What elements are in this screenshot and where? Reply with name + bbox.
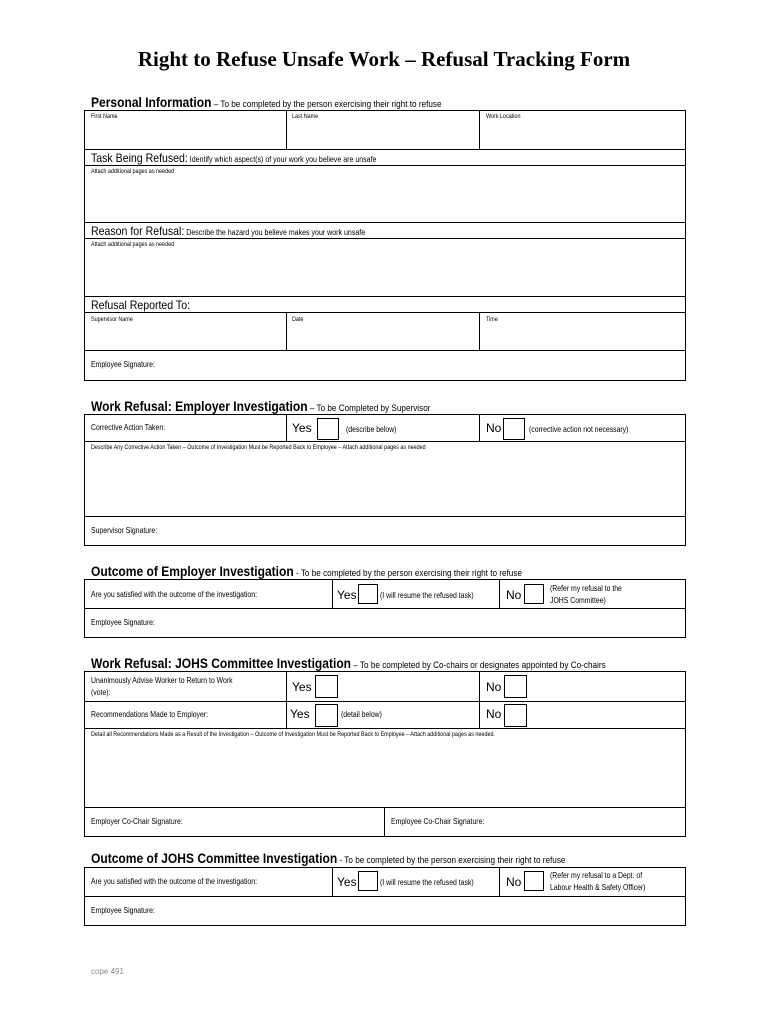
employer-heading	[91, 398, 430, 414]
employee-signature-label: Employee Signature:	[91, 618, 155, 627]
yes-label: Yes	[292, 680, 312, 694]
last-name-label: Last Name	[292, 113, 319, 120]
task-title-text: Task Being Refused:	[91, 151, 188, 165]
divider	[84, 149, 686, 150]
unanimous-no-checkbox[interactable]	[504, 675, 527, 698]
divider	[84, 896, 686, 897]
outcome-committee-heading-note: - To be completed by the person exercising their right to refuse	[337, 855, 566, 866]
resume-task-note: (I will resume the refused task)	[380, 591, 474, 600]
outcome-committee-yes-checkbox[interactable]	[358, 871, 378, 891]
divider	[286, 414, 287, 442]
recommend-yes-checkbox[interactable]	[315, 704, 338, 727]
refer-officer-note-1: (Refer my refusal to a Dept. of	[550, 871, 643, 880]
task-title	[91, 151, 376, 165]
yes-label: Yes	[292, 421, 312, 435]
time-label: Time	[486, 316, 498, 323]
detail-below-note: (detail below)	[341, 710, 382, 719]
describe-action-note: Describe Any Corrective Action Taken – Outcome of Investigation Must be Reported Back to Employee – Attach additional pages as needed	[91, 444, 426, 451]
yes-label: Yes	[337, 875, 357, 889]
divider	[479, 110, 480, 150]
page-title: Right to Refuse Unsafe Work – Refusal Tracking Form	[137, 47, 631, 71]
divider	[499, 579, 500, 609]
outcome-employer-yes-checkbox[interactable]	[358, 584, 378, 604]
corrective-yes-checkbox[interactable]	[317, 418, 339, 440]
divider	[84, 516, 686, 517]
personal-heading-note: – To be completed by the person exercising their right to refuse	[211, 99, 442, 110]
recommend-no-checkbox[interactable]	[504, 704, 527, 727]
supervisor-signature-label: Supervisor Signature:	[91, 526, 158, 535]
divider	[479, 671, 480, 729]
describe-below-note: (describe below)	[346, 425, 397, 434]
divider	[286, 110, 287, 150]
divider	[479, 414, 480, 442]
recommendations-label: Recommendations Made to Employer:	[91, 710, 209, 719]
attach-note: Attach additional pages as needed	[91, 241, 175, 248]
outcome-employer-no-checkbox[interactable]	[524, 584, 544, 604]
divider	[84, 238, 686, 239]
divider	[84, 165, 686, 166]
divider	[499, 867, 500, 897]
not-necessary-note: (corrective action not necessary)	[529, 425, 629, 434]
employee-signature-label: Employee Signature:	[91, 906, 155, 915]
satisfied-question: Are you satisfied with the outcome of the investigation:	[91, 877, 257, 886]
employer-cochair-signature-label: Employer Co-Chair Signature:	[91, 817, 183, 826]
supervisor-name-label: Supervisor Name	[91, 316, 133, 323]
task-desc: Identify which aspect(s) of your work you believe are unsafe	[187, 155, 377, 164]
no-label: No	[506, 588, 522, 602]
detail-recommendations-note: Detail all Recommendations Made as a Result of the Investigation – Outcome of Investigation Must be Reported Back to Employee – Attach additional pages as needed.	[91, 731, 495, 738]
divider	[286, 671, 287, 729]
corrective-action-label: Corrective Action Taken:	[91, 423, 166, 432]
committee-heading-text: Work Refusal: JOHS Committee Investigation	[91, 655, 352, 671]
outcome-employer-heading	[91, 563, 522, 579]
first-name-label: First Name	[91, 113, 118, 120]
personal-heading	[91, 94, 442, 110]
employer-heading-text: Work Refusal: Employer Investigation	[91, 398, 308, 414]
no-label: No	[486, 421, 502, 435]
divider	[84, 807, 686, 808]
yes-label: Yes	[290, 707, 310, 721]
divider	[332, 867, 333, 897]
divider	[479, 312, 480, 351]
committee-investigation-box	[84, 671, 686, 837]
employee-signature-label: Employee Signature:	[91, 360, 155, 369]
date-label: Date	[292, 316, 304, 323]
divider	[84, 441, 686, 442]
footer-code: cope 491	[91, 967, 124, 976]
divider	[84, 701, 686, 702]
employer-heading-note: – To be Completed by Supervisor	[307, 403, 431, 414]
satisfied-question: Are you satisfied with the outcome of the investigation:	[91, 590, 257, 599]
resume-task-note: (I will resume the refused task)	[380, 878, 474, 887]
reason-desc: Describe the hazard you believe makes your work unsafe	[184, 228, 366, 237]
work-location-label: Work Location	[486, 113, 521, 120]
unanimous-label-2: (vote):	[91, 688, 111, 697]
divider	[84, 728, 686, 729]
corrective-no-checkbox[interactable]	[503, 418, 525, 440]
yes-label: Yes	[337, 588, 357, 602]
divider	[384, 807, 385, 837]
committee-heading-note: – To be completed by Co-chairs or designates appointed by Co-chairs	[351, 660, 606, 671]
outcome-employer-heading-note: - To be completed by the person exercising their right to refuse	[293, 568, 522, 579]
no-label: No	[486, 680, 502, 694]
employee-cochair-signature-label: Employee Co-Chair Signature:	[391, 817, 485, 826]
outcome-committee-no-checkbox[interactable]	[524, 871, 544, 891]
divider	[286, 312, 287, 351]
divider	[332, 579, 333, 609]
refer-johs-note-2: JOHS Committee)	[550, 596, 606, 605]
unanimous-label-1: Unanimously Advise Worker to Return to Work	[91, 676, 233, 685]
divider	[84, 350, 686, 351]
outcome-committee-heading-text: Outcome of JOHS Committee Investigation	[91, 850, 338, 866]
divider	[84, 222, 686, 223]
refer-johs-note-1: (Refer my refusal to the	[550, 584, 622, 593]
refer-officer-note-2: Labour Health & Safety Officer)	[550, 883, 646, 892]
outcome-employer-heading-text: Outcome of Employer Investigation	[91, 563, 294, 579]
no-label: No	[486, 707, 502, 721]
attach-note: Attach additional pages as needed	[91, 168, 175, 175]
committee-heading	[91, 655, 606, 671]
divider	[84, 312, 686, 313]
divider	[84, 608, 686, 609]
divider	[84, 296, 686, 297]
unanimous-yes-checkbox[interactable]	[315, 675, 338, 698]
outcome-committee-heading	[91, 850, 565, 866]
reason-title-text: Reason for Refusal:	[91, 224, 185, 238]
personal-heading-text: Personal Information	[91, 94, 212, 110]
no-label: No	[506, 875, 522, 889]
reported-title: Refusal Reported To:	[91, 298, 191, 312]
reason-title	[91, 224, 365, 238]
